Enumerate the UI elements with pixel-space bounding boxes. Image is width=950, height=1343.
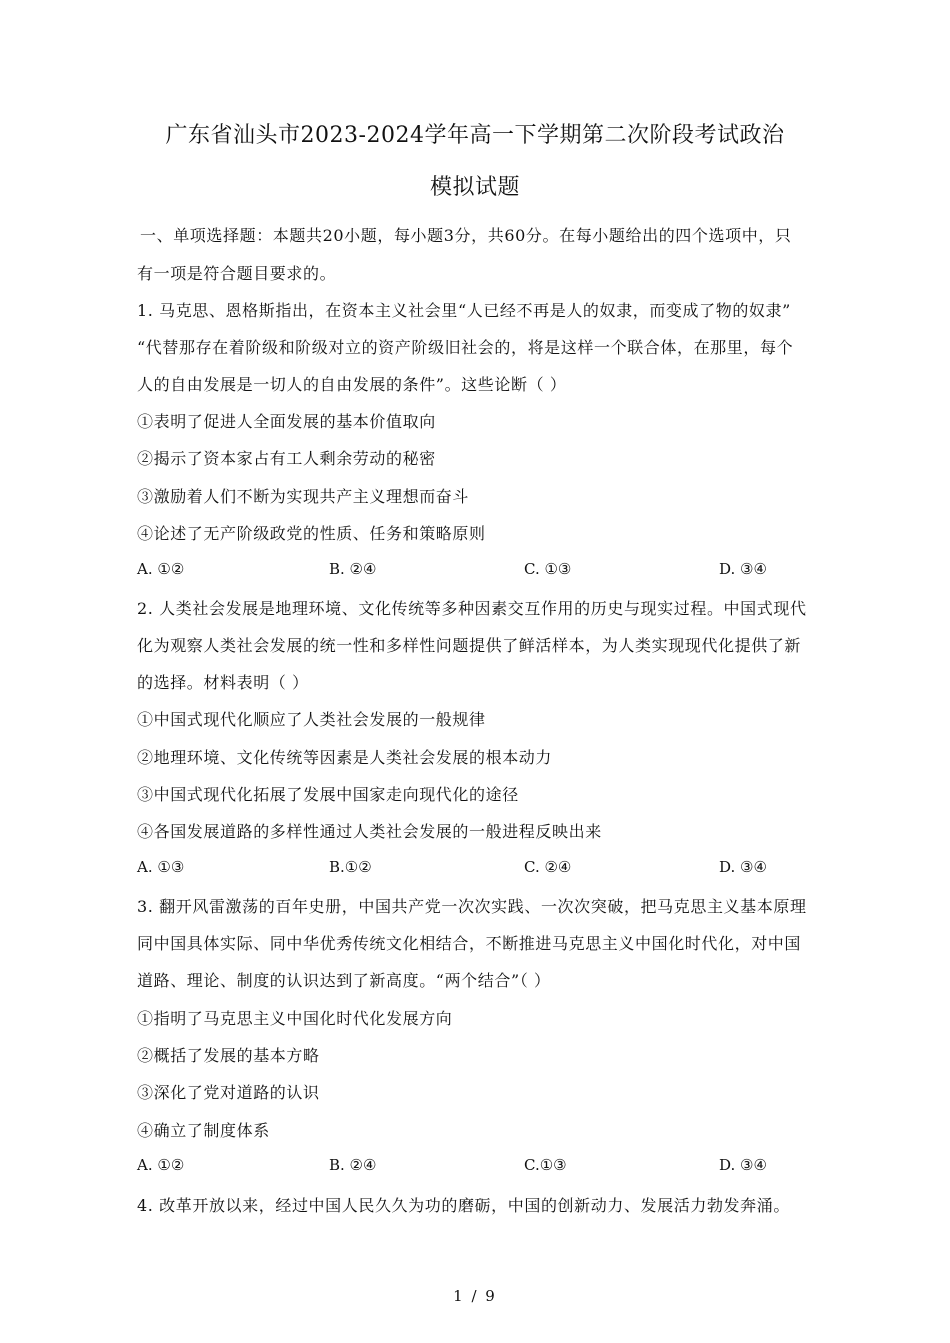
q1-option-b[interactable]: B. ②④ bbox=[329, 560, 377, 578]
q2-stem-line-2: 化为观察人类社会发展的统一性和多样性问题提供了鲜活样本，为人类实现现代化提供了新 bbox=[137, 636, 802, 655]
q3-stem-line-1: 3. 翻开风雷激荡的百年史册，中国共产党一次次实践、一次次突破，把马克思主义基本原理 bbox=[137, 897, 807, 916]
document-title-line-2: 模拟试题 bbox=[429, 175, 520, 200]
q1-option-c[interactable]: C. ①③ bbox=[524, 560, 572, 578]
q3-options bbox=[137, 1156, 827, 1180]
q2-item-3: ③中国式现代化拓展了发展中国家走向现代化的途径 bbox=[137, 785, 519, 804]
q2-options bbox=[137, 858, 827, 882]
q3-stem-line-3: 道路、理论、制度的认识达到了新高度。“两个结合”（ ） bbox=[137, 971, 551, 990]
q2-item-4: ④各国发展道路的多样性通过人类社会发展的一般进程反映出来 bbox=[137, 822, 602, 841]
q1-item-2: ②揭示了资本家占有工人剩余劳动的秘密 bbox=[137, 449, 436, 468]
q3-item-2: ②概括了发展的基本方略 bbox=[137, 1046, 320, 1065]
q1-option-d[interactable]: D. ③④ bbox=[719, 560, 767, 578]
q1-stem-line-3: 人的自由发展是一切人的自由发展的条件”。这些论断（ ） bbox=[137, 375, 567, 394]
q2-option-b[interactable]: B.①② bbox=[329, 858, 372, 876]
q4-stem-line-1: 4. 改革开放以来，经过中国人民久久为功的磨砺，中国的创新动力、发展活力勃发奔涌。 bbox=[137, 1196, 790, 1215]
q2-option-a[interactable]: A. ①③ bbox=[137, 858, 185, 876]
q1-item-4: ④论述了无产阶级政党的性质、任务和策略原则 bbox=[137, 524, 486, 543]
q3-option-d[interactable]: D. ③④ bbox=[719, 1156, 767, 1174]
q3-option-c[interactable]: C.①③ bbox=[524, 1156, 567, 1174]
q1-stem-line-1: 1. 马克思、恩格斯指出，在资本主义社会里“人已经不再是人的奴隶，而变成了物的奴隶” bbox=[137, 301, 791, 320]
q2-option-c[interactable]: C. ②④ bbox=[524, 858, 572, 876]
q2-item-2: ②地理环境、文化传统等因素是人类社会发展的根本动力 bbox=[137, 748, 553, 767]
q2-stem-line-3: 的选择。材料表明（ ） bbox=[137, 673, 309, 692]
q3-item-3: ③深化了党对道路的认识 bbox=[137, 1083, 320, 1102]
q1-options bbox=[137, 560, 827, 584]
q3-item-1: ①指明了马克思主义中国化时代化发展方向 bbox=[137, 1009, 453, 1028]
document-title-line-1: 广东省汕头市2023-2024学年高一下学期第二次阶段考试政治 bbox=[165, 123, 785, 148]
q1-item-1: ①表明了促进人全面发展的基本价值取向 bbox=[137, 412, 436, 431]
q3-item-4: ④确立了制度体系 bbox=[137, 1121, 270, 1140]
q2-option-d[interactable]: D. ③④ bbox=[719, 858, 767, 876]
section-instructions-line-2: 有一项是符合题目要求的。 bbox=[137, 264, 337, 283]
q3-option-a[interactable]: A. ①② bbox=[137, 1156, 185, 1174]
q2-item-1: ①中国式现代化顺应了人类社会发展的一般规律 bbox=[137, 710, 486, 729]
section-instructions-line-1: 一、单项选择题：本题共20小题，每小题3分，共60分。在每小题给出的四个选项中，只 bbox=[140, 226, 792, 245]
q1-option-a[interactable]: A. ①② bbox=[137, 560, 185, 578]
q2-stem-line-1: 2. 人类社会发展是地理环境、文化传统等多种因素交互作用的历史与现实过程。中国式现代 bbox=[137, 599, 807, 618]
q3-stem-line-2: 同中国具体实际、同中华优秀传统文化相结合，不断推进马克思主义中国化时代化，对中国 bbox=[137, 934, 802, 953]
page-number: 1 / 9 bbox=[453, 1287, 497, 1305]
q1-stem-line-2: “代替那存在着阶级和阶级对立的资产阶级旧社会的，将是这样一个联合体，在那里，每个 bbox=[137, 338, 794, 357]
q3-option-b[interactable]: B. ②④ bbox=[329, 1156, 377, 1174]
q1-item-3: ③激励着人们不断为实现共产主义理想而奋斗 bbox=[137, 487, 470, 506]
